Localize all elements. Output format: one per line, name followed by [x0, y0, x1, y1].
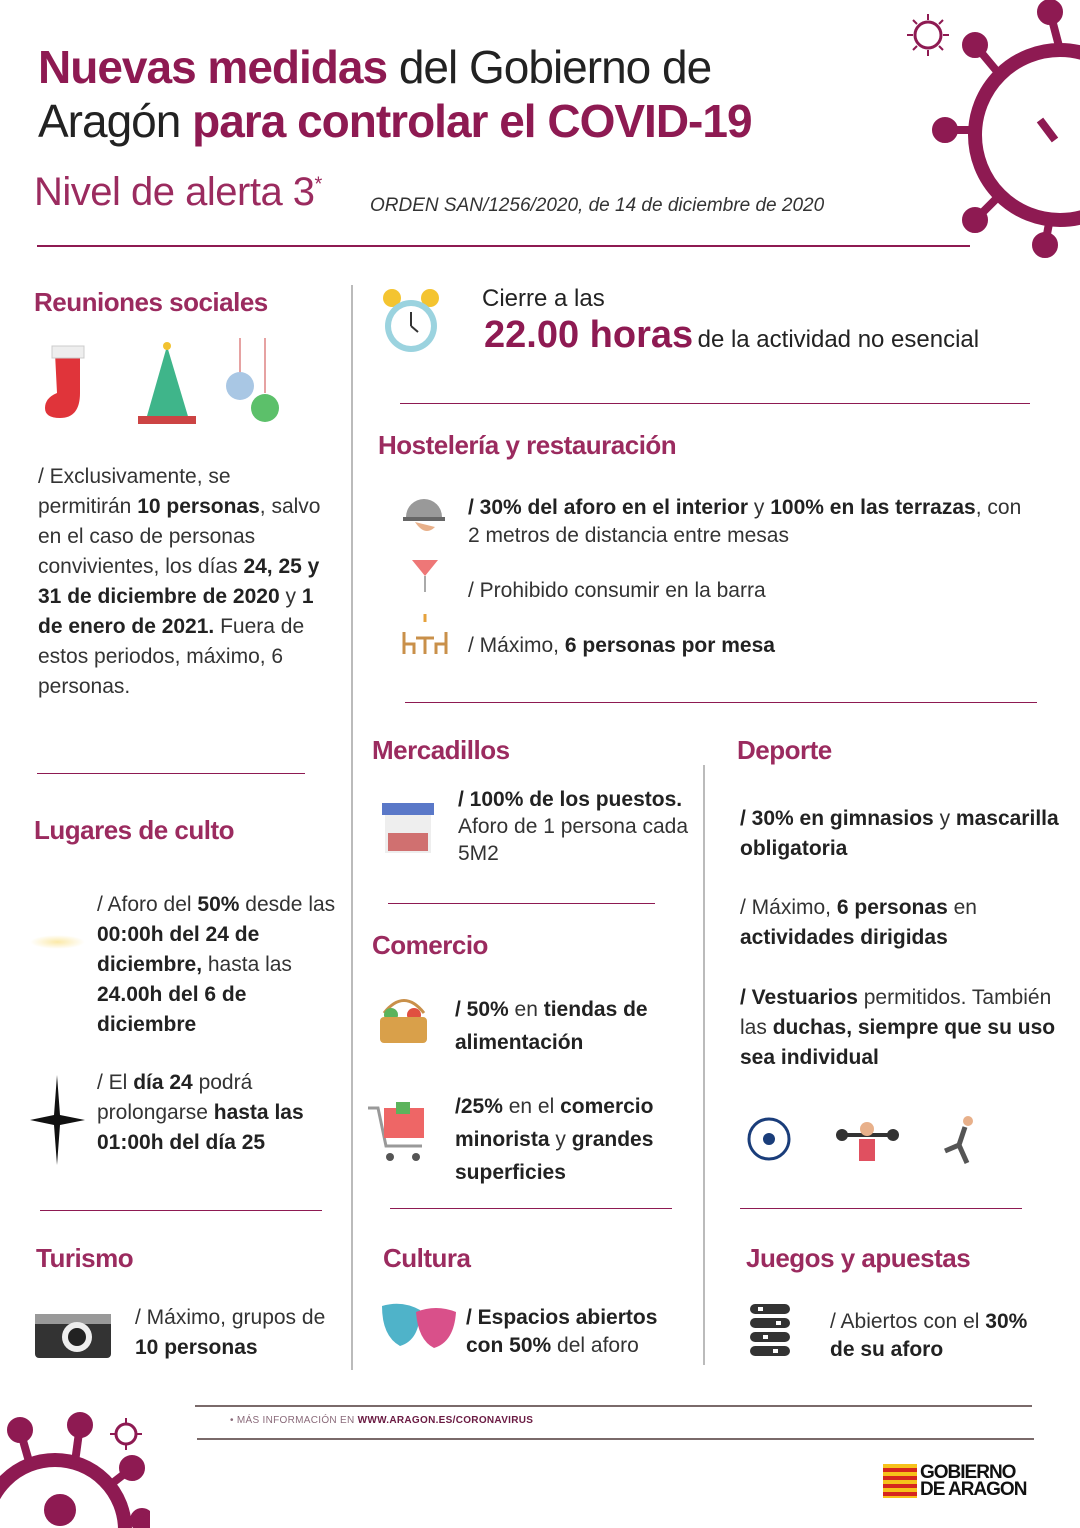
order-reference: ORDEN SAN/1256/2020, de 14 de diciembre de 2020 — [370, 195, 825, 216]
virus-illustration-top — [930, 0, 1080, 260]
text-segment: / Vestuarios — [740, 986, 858, 1009]
text-segment: hasta las — [202, 953, 292, 976]
cocktail-icon — [410, 552, 440, 594]
text-segment: desde las — [239, 893, 336, 916]
cultura-text — [466, 1304, 696, 1360]
christmas-decorations-icon — [40, 338, 290, 430]
divider — [405, 702, 1037, 703]
reuniones-heading: Reuniones sociales — [34, 287, 268, 317]
text-segment: y — [748, 496, 771, 519]
text-segment: 10 personas — [137, 495, 260, 518]
culto-heading: Lugares de culto — [34, 815, 235, 845]
text-segment: del aforo — [551, 1334, 639, 1357]
turismo-heading: Turismo — [36, 1243, 134, 1273]
text-segment: permitidos. También las — [740, 986, 1052, 1039]
mercadillos-text — [458, 786, 688, 867]
text-segment: duchas, siempre que su uso sea individual — [740, 1016, 1056, 1069]
text-segment: día 24 — [133, 1071, 193, 1094]
culto-item-2 — [97, 1068, 347, 1158]
turismo-text — [135, 1303, 335, 1363]
cloche-icon — [403, 492, 445, 537]
text-segment: mascarilla obligatoria — [740, 807, 1059, 860]
text-segment: / Prohibido consumir en la barra — [468, 579, 766, 602]
comercio-heading: Comercio — [372, 930, 488, 960]
reuniones-text — [38, 462, 323, 702]
market-stall-icon — [382, 803, 434, 855]
text-segment: podrá prolongarse — [97, 1071, 253, 1124]
divider — [40, 1210, 322, 1211]
text-segment: 6 personas — [836, 896, 948, 919]
sports-icons — [745, 1115, 985, 1170]
text-segment: grandes superficies — [455, 1128, 654, 1184]
text-segment: / El — [97, 1071, 134, 1094]
shopping-cart-icon — [368, 1100, 430, 1165]
cierre-line-2 — [484, 314, 979, 357]
cierre-hour: 22.00 horas — [484, 314, 694, 356]
text-segment: y — [933, 807, 956, 830]
text-segment: y — [279, 585, 302, 608]
text-segment: tiendas de alimentación — [455, 998, 648, 1054]
title-line-2 — [38, 94, 752, 148]
juegos-heading: Juegos y apuestas — [746, 1243, 971, 1273]
alert-level — [34, 170, 322, 215]
poker-chips-icon — [748, 1302, 793, 1358]
logo-line-2: DE ARAGON — [920, 1479, 1027, 1500]
text-segment: , con 2 metros de distancia entre mesas — [468, 496, 1022, 547]
text-segment: 1 de enero de 2021. — [38, 585, 314, 638]
juegos-text — [830, 1308, 1050, 1364]
text-segment: / Espacios abiertos con 50% — [466, 1306, 658, 1357]
glow-star-icon — [30, 935, 85, 949]
hosteleria-item-2 — [468, 576, 766, 606]
comercio-item-2 — [455, 1090, 700, 1189]
hosteleria-heading: Hostelería y restauración — [378, 430, 677, 460]
text-segment: / 30% del aforo en el interior — [468, 496, 749, 519]
deporte-item-1 — [740, 804, 1060, 864]
cierre-rest: de la actividad no esencial — [697, 326, 980, 353]
deporte-item-2 — [740, 893, 1060, 953]
divider — [390, 1208, 672, 1209]
text-segment: en — [508, 998, 544, 1021]
text-segment: , salvo en el caso de personas convivientes, los días — [38, 495, 321, 578]
more-info: • MÁS INFORMACIÓN EN WWW.ARAGON.ES/CORONAVIRUS — [230, 1415, 534, 1426]
text-segment: / 30% en gimnasios — [740, 807, 934, 830]
food-basket-icon — [376, 993, 431, 1045]
text-segment: / 50% — [455, 998, 509, 1021]
more-info-prefix: MÁS INFORMACIÓN EN — [236, 1415, 358, 1426]
title-line-1 — [38, 40, 711, 94]
theater-masks-icon — [380, 1302, 458, 1352]
text-segment: en el — [502, 1095, 561, 1118]
virus-icon-small-bottom — [108, 1416, 144, 1452]
text-segment: /25% — [455, 1095, 503, 1118]
hosteleria-item-1 — [468, 494, 1038, 550]
divider — [740, 1208, 1022, 1209]
text-segment: / Exclusivamente, se permitirán — [38, 465, 231, 518]
text-segment: / Máximo, — [468, 634, 565, 657]
text-segment: 100% en las terrazas — [770, 496, 976, 519]
text-segment: Fuera de estos periodos, máximo, 6 personas. — [38, 615, 305, 698]
text-segment: / Aforo del — [97, 893, 198, 916]
more-info-link[interactable]: WWW.ARAGON.ES/CORONAVIRUS — [357, 1415, 534, 1426]
text-segment: y — [549, 1128, 572, 1151]
text-segment: 24, 25 y 31 de diciembre de 2020 — [38, 555, 320, 608]
text-segment: / 100% de los puestos. — [458, 788, 683, 811]
text-segment: para controlar el COVID-19 — [192, 95, 752, 147]
cierre-line-1: Cierre a las — [482, 285, 605, 312]
culto-item-1 — [97, 890, 347, 1040]
mercadillos-heading: Mercadillos — [372, 735, 510, 765]
text-segment: 24.00h del 6 de diciembre — [97, 983, 247, 1036]
text-segment: 6 personas por mesa — [564, 634, 775, 657]
text-segment: / Máximo, grupos de — [135, 1306, 326, 1329]
text-segment: en — [947, 896, 977, 919]
camera-icon — [35, 1308, 111, 1358]
column-divider-2 — [703, 765, 705, 1365]
logo-line-1: GOBIERNO — [920, 1462, 1016, 1483]
star-icon — [30, 1075, 85, 1165]
text-segment: Aragón — [38, 95, 193, 147]
text-segment: actividades dirigidas — [740, 926, 948, 949]
aragon-flag-icon — [883, 1464, 917, 1498]
column-divider-1 — [351, 285, 353, 1370]
soccer-ball-icon — [749, 1119, 789, 1159]
text-segment: del Gobierno de — [387, 41, 712, 93]
virus-icon-small — [905, 12, 951, 58]
text-segment: / Máximo, — [740, 896, 837, 919]
text-segment: / Abiertos con el — [830, 1310, 986, 1333]
text-segment: 00:00h del 24 de diciembre, — [97, 923, 260, 976]
text-segment: Aforo de 1 persona cada 5M2 — [458, 815, 688, 865]
text-segment: 50% — [197, 893, 240, 916]
divider — [37, 773, 305, 774]
text-segment: 10 personas — [135, 1336, 258, 1359]
footer-divider-top — [195, 1405, 1032, 1407]
runner-icon — [945, 1116, 973, 1163]
comercio-item-1 — [455, 993, 695, 1059]
alert-asterisk: * — [314, 173, 322, 196]
divider — [388, 903, 655, 904]
table-chairs-icon — [400, 612, 450, 657]
divider — [400, 403, 1030, 404]
alert-level-text: Nivel de alerta 3 — [34, 170, 315, 214]
deporte-heading: Deporte — [737, 735, 832, 765]
cultura-heading: Cultura — [383, 1243, 471, 1273]
alarm-clock-icon — [380, 284, 442, 359]
text-segment: comercio minorista — [455, 1095, 654, 1151]
footer-divider-bottom — [197, 1438, 1034, 1440]
text-segment: hasta las 01:00h del día 25 — [97, 1101, 304, 1154]
deporte-item-3 — [740, 983, 1060, 1073]
text-segment: 30% de su aforo — [830, 1310, 1028, 1361]
hosteleria-item-3 — [468, 631, 775, 661]
header-divider — [37, 245, 970, 247]
text-segment: Nuevas medidas — [38, 41, 388, 93]
weightlifter-icon — [836, 1122, 899, 1161]
gobierno-aragon-logo — [883, 1464, 1026, 1498]
